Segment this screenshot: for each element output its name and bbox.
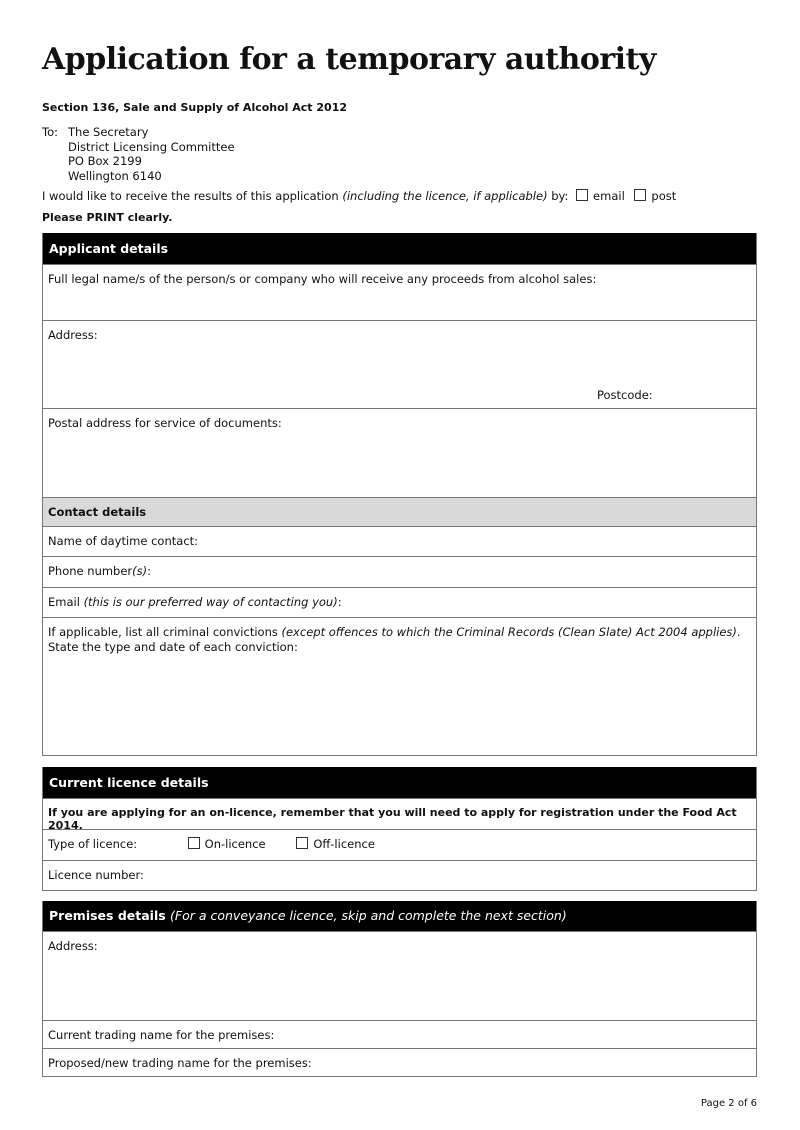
address-line: Wellington 6140 [68,168,162,183]
address-field[interactable] [43,320,756,408]
proposed-trading-name-field[interactable] [43,1048,756,1076]
field-label: . State the type and date of each conviction: [48,625,741,654]
address-line: PO Box 2199 [68,154,142,168]
full-name-field[interactable] [43,264,756,320]
receive-text: I would like to receive the results of this application [42,189,339,203]
postal-address-field[interactable] [43,408,756,497]
email-option-label: email [593,189,625,203]
email-checkbox[interactable] [576,189,588,201]
premises-address-field[interactable] [43,931,756,1020]
field-label: Proposed/new trading name for the premises: [48,1056,312,1070]
field-label: Postal address for service of documents: [48,416,282,430]
licence-number-field[interactable] [43,860,756,890]
field-label: If applicable, list all criminal convictions [48,625,278,639]
postcode-label: Postcode: [597,388,653,402]
field-label-note: (except offences to which the Criminal Records (Clean Slate) Act 2004 applies) [281,625,737,639]
section-title: Premises details [49,908,166,923]
to-label: To: [42,125,58,139]
off-licence-checkbox[interactable] [296,837,308,849]
field-label: Address: [48,939,98,953]
section-header: Applicant details [43,233,756,264]
section-note: (For a conveyance licence, skip and complete the next section) [170,908,567,923]
off-licence-label: Off-licence [313,837,375,851]
field-label: Address: [48,328,98,342]
field-label: Phone number [48,564,133,578]
field-label: Type of licence: [48,837,138,851]
field-label: Name of daytime contact: [48,534,199,548]
field-label: Current trading name for the premises: [48,1028,275,1042]
field-label: Email [48,595,80,609]
field-label: Full legal name/s of the person/s or company who will receive any proceeds from alcohol sales: [48,272,597,286]
email-field[interactable]: Email (this is our preferred way of contacting you): [43,587,756,617]
section-header [43,901,756,931]
section-header: Current licence details [43,767,756,798]
applicant-section [42,233,757,756]
print-note: Please PRINT clearly. [42,211,173,224]
page-title: Application for a temporary authority [42,42,656,77]
current-trading-name-field[interactable] [43,1020,756,1048]
phone-field[interactable]: Phone number(s): [43,556,756,587]
convictions-field[interactable] [43,617,756,755]
field-label-note: (s) [132,564,148,578]
on-licence-label: On-licence [204,837,266,851]
receive-note: (including the licence, if applicable) [342,189,548,203]
daytime-contact-field[interactable] [43,526,756,556]
receive-by: by: [551,189,569,203]
licence-section [42,767,757,891]
field-label: Licence number: [48,868,144,882]
food-act-note: If you are applying for an on-licence, remember that you will need to apply for registration under the Food Act 2014. [43,798,756,829]
address-line: The Secretary [68,125,149,139]
field-label-note: (this is our preferred way of contacting you) [83,595,338,609]
address-line: District Licensing Committee [68,139,235,154]
on-licence-checkbox[interactable] [188,837,200,849]
recipient-address [68,125,235,183]
act-reference: Section 136, Sale and Supply of Alcohol Act 2012 [42,101,348,114]
page-number: Page 2 of 6 [700,1098,757,1109]
contact-subheader: Contact details [43,497,756,526]
post-checkbox[interactable] [634,189,646,201]
licence-type-field [43,829,756,860]
receive-preference [42,189,676,203]
post-option-label: post [651,189,677,203]
premises-section [42,901,757,1077]
